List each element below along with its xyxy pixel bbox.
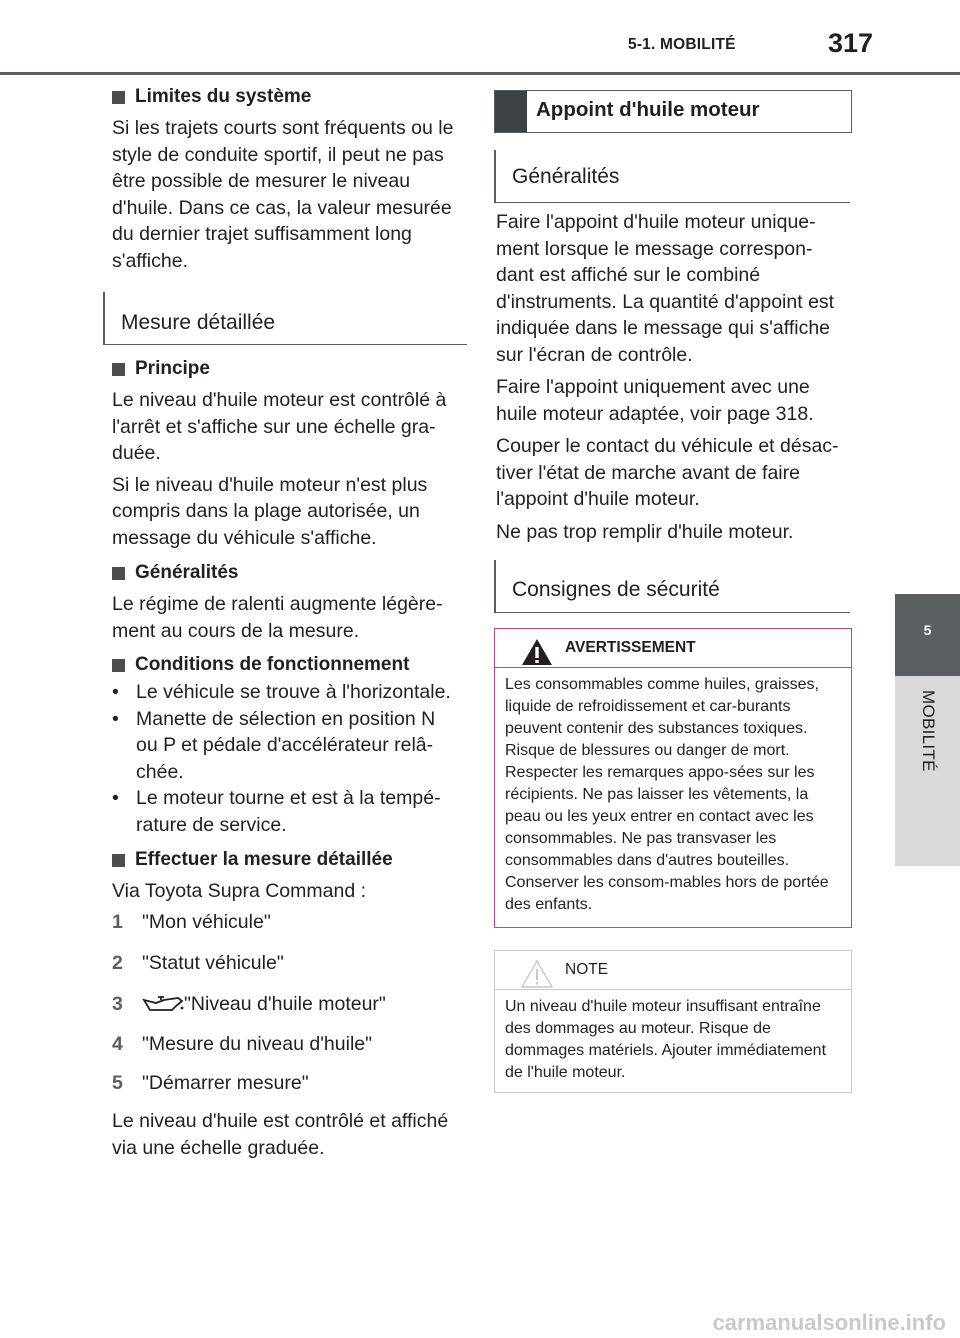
warning-header (495, 629, 851, 668)
step-4: 4 "Mesure du niveau d'huile" (112, 1033, 373, 1055)
effectuer-block (112, 849, 462, 905)
chapter-tab-number: 5 (923, 622, 932, 638)
square-bullet-icon (112, 567, 125, 580)
list-item: • Le véhicule se trouve à l'horizontale. (112, 681, 451, 703)
generalites-heading: Généralités (112, 562, 462, 584)
conditions-heading: Conditions de fonctionnement (112, 654, 467, 676)
warning-box (494, 628, 852, 928)
principe-text-2: Si le niveau d'huile moteur n'est plus compris dans la plage autorisée, un message du véhicule s'affiche. (112, 473, 428, 549)
appoint-paragraphs (496, 209, 846, 545)
header-rule (0, 72, 960, 75)
page-number: 317 (828, 28, 874, 58)
paragraph: Couper le contact du véhicule et désac-tiver l'état de marche avant de faire l'appoint d'huile moteur. (496, 435, 839, 510)
note-box (494, 950, 852, 1093)
effectuer-outro: Le niveau d'huile est contrôlé et affiché via une échelle graduée. (112, 1110, 449, 1159)
note-text: Un niveau d'huile moteur insuffisant entraîne des dommages au moteur. Risque de dommages matériels. Ajouter immédiatement de l'huile moteur. (505, 998, 827, 1081)
chapter-tab-label: MOBILITÉ (919, 690, 938, 772)
generalites-text: Le régime de ralenti augmente légère-ment au cours de la mesure. (112, 593, 443, 642)
section-title: Généralités (512, 165, 620, 188)
principe-text-1: Le niveau d'huile moteur est contrôlé à l'arrêt et s'affiche sur une échelle gra-duée. (112, 389, 447, 464)
warning-title: AVERTISSEMENT (565, 639, 696, 656)
consignes-section (494, 560, 850, 613)
generalites-block (112, 562, 462, 644)
note-title: NOTE (565, 961, 609, 978)
principe-heading: Principe (112, 358, 462, 380)
effectuer-intro: Via Toyota Supra Command : (112, 880, 367, 902)
principe-block (112, 358, 462, 551)
section-title: Mesure détaillée (121, 311, 276, 334)
step-3: 3 "Niveau d'huile moteur" (112, 993, 386, 1015)
effectuer-heading: Effectuer la mesure détaillée (112, 849, 462, 871)
warning-triangle-icon (521, 638, 553, 666)
section-title: Consignes de sécurité (512, 578, 720, 601)
running-header-section: 5-1. MOBILITÉ (628, 36, 736, 53)
square-bullet-icon (112, 91, 125, 104)
mesure-detaillee-section (103, 292, 467, 345)
limites-text: Si les trajets courts sont fréquents ou le style de conduite sportif, il peut ne pas être possible de mesurer le niveau d'huile. Dans ce cas, la valeur mesurée du dernier trajet suffisamment long s'affiche. (112, 117, 454, 272)
list-item: • Manette de sélection en position N ou P et pédale d'accélérateur relâ-chée. (112, 707, 436, 783)
oil-can-icon (142, 993, 184, 1015)
watermark: carmanualsonline.info (712, 1310, 946, 1335)
limites-heading: Limites du système (112, 86, 462, 108)
square-bullet-icon (112, 854, 125, 867)
note-triangle-icon (521, 960, 553, 988)
note-header (495, 951, 851, 990)
list-item: • Le moteur tourne et est à la tempé-rature de service. (112, 787, 441, 836)
step-2: 2 "Statut véhicule" (112, 952, 284, 974)
square-bullet-icon (112, 659, 125, 672)
generalites-section (494, 150, 850, 203)
paragraph: Faire l'appoint d'huile moteur unique-ment lorsque le message correspon-dant est affiché sur le combiné d'instruments. La quantité d'appoint est indiquée dans le message qui s'affiche sur l'écran de contrôle. (496, 211, 835, 366)
appoint-huile-section (494, 90, 852, 133)
paragraph: Ne pas trop remplir d'huile moteur. (496, 520, 794, 543)
section-title: Appoint d'huile moteur (536, 98, 760, 121)
warning-text: Les consommables comme huiles, graisses, liquide de refroidissement et car-burants peuvent contenir des substances toxiques. Risque de blessures ou danger de mort. Respecter les remarques appo-sées sur les récipients. Ne pas laisser les vêtements, la peau ou les yeux entrer en contact avec les consommables. Ne pas transvaser les consommables dans d'autres bouteilles. Conserver les consom-mables hors de portée des enfants. (505, 676, 829, 913)
conditions-block (112, 654, 467, 838)
step-5: 5 "Démarrer mesure" (112, 1072, 309, 1094)
paragraph: Faire l'appoint uniquement avec une huile moteur adaptée, voir page 318. (496, 376, 814, 425)
section-bar (495, 91, 527, 132)
limites-block (112, 86, 462, 274)
square-bullet-icon (112, 363, 125, 376)
step-1: 1 "Mon véhicule" (112, 911, 271, 933)
